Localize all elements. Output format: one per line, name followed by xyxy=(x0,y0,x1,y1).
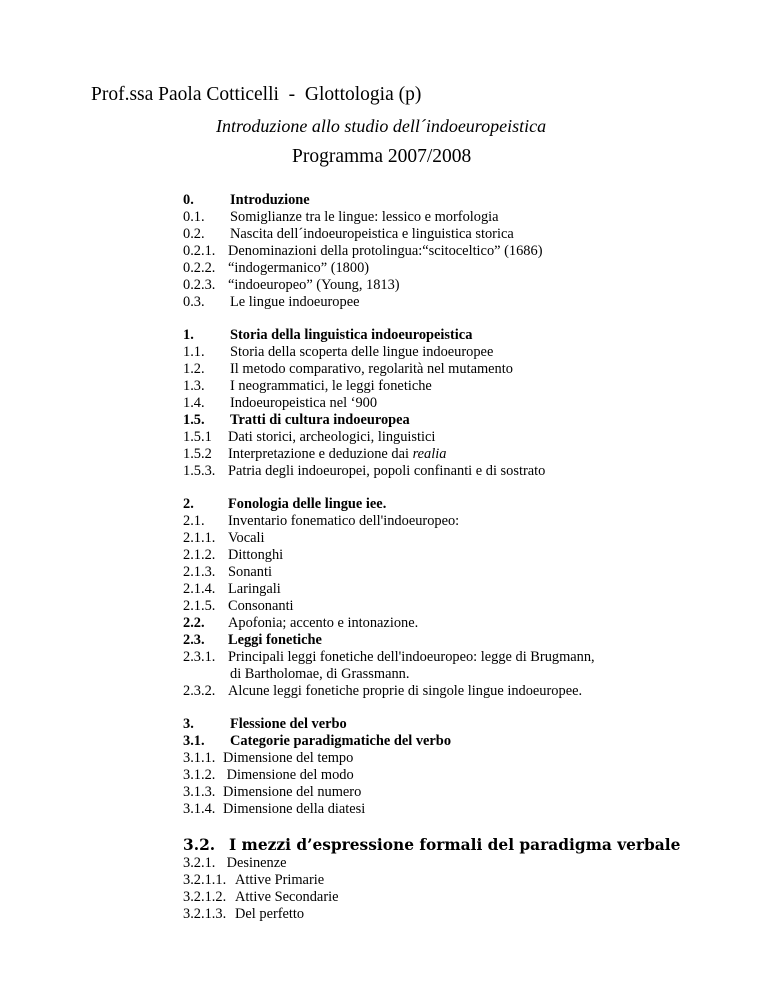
item-text: Denominazioni della protolingua:“scitoceltico” (1686) xyxy=(228,243,543,259)
outline-item xyxy=(183,801,753,818)
section-heading xyxy=(183,836,753,855)
item-number: 1.5.1 xyxy=(183,429,212,445)
author-course-heading: Prof.ssa Paola Cotticelli - Glottologia (p) xyxy=(91,84,422,105)
section-gap xyxy=(183,311,753,327)
item-number: 3.2.1.3. xyxy=(183,906,227,922)
item-number: 3.2.1. xyxy=(183,855,216,871)
item-number: 3.1.4. xyxy=(183,801,216,817)
outline-item xyxy=(183,429,753,446)
item-number: 2.3.2. xyxy=(183,683,216,699)
item-text: Dimensione del tempo xyxy=(223,750,354,766)
item-number: 0.2.2. xyxy=(183,260,216,276)
section-gap xyxy=(183,818,753,836)
outline-item xyxy=(183,446,753,463)
item-text: Tratti di cultura indoeuropea xyxy=(230,412,410,428)
section-heading xyxy=(183,632,753,649)
section-gap xyxy=(183,480,753,496)
item-number: 3.1.1. xyxy=(183,750,216,766)
item-number: 3.2.1.1. xyxy=(183,872,227,888)
item-number: 2.1.4. xyxy=(183,581,216,597)
item-text: Dittonghi xyxy=(228,547,284,563)
item-text: Introduzione xyxy=(230,192,310,208)
item-text: Storia della linguistica indoeuropeistica xyxy=(230,327,473,343)
item-text: Dati storici, archeologici, linguistici xyxy=(228,429,436,445)
item-number: 1.5.2 xyxy=(183,446,212,462)
section-heading xyxy=(183,192,753,209)
section-heading xyxy=(183,412,753,429)
outline-item xyxy=(183,872,753,889)
section-heading xyxy=(183,496,753,513)
item-number: 1.5. xyxy=(183,412,205,428)
item-text: Dimensione del modo xyxy=(223,767,354,783)
outline-item xyxy=(183,889,753,906)
outline-item xyxy=(183,463,753,480)
item-text: Flessione del verbo xyxy=(230,716,347,732)
outline-item xyxy=(183,784,753,801)
item-text: Categorie paradigmatiche del verbo xyxy=(230,733,452,749)
outline-item xyxy=(183,530,753,547)
item-text: Patria degli indoeuropei, popoli confinanti e di sostrato xyxy=(228,463,546,479)
outline-item xyxy=(183,906,753,923)
outline-item xyxy=(183,615,753,632)
item-number: 1.2. xyxy=(183,361,205,377)
item-number: 2.1.1. xyxy=(183,530,216,546)
item-number: 2.1.3. xyxy=(183,564,216,580)
outline-item xyxy=(183,581,753,598)
outline-item xyxy=(183,361,753,378)
outline-item xyxy=(183,513,753,530)
item-text: “indoeuropeo” (Young, 1813) xyxy=(228,277,400,293)
item-text: Indoeuropeistica nel ‘900 xyxy=(230,395,378,411)
item-number: 1.1. xyxy=(183,344,205,360)
item-text: Leggi fonetiche xyxy=(228,632,322,648)
item-text: I neogrammatici, le leggi fonetiche xyxy=(230,378,432,394)
item-text: Alcune leggi fonetiche proprie di singole lingue indoeuropee. xyxy=(228,683,583,699)
item-number: 0.2.1. xyxy=(183,243,216,259)
section-heading xyxy=(183,733,753,750)
outline-item xyxy=(183,767,753,784)
outline-item xyxy=(183,344,753,361)
item-text: Principali leggi fonetiche dell'indoeuropeo: legge di Brugmann, xyxy=(228,649,595,665)
item-text: I mezzi d’espressione formali del paradigma verbale xyxy=(229,836,681,854)
item-number: 0. xyxy=(183,192,194,208)
item-text: Il metodo comparativo, regolarità nel mutamento xyxy=(230,361,513,377)
item-number: 3.2.1.2. xyxy=(183,889,227,905)
item-text: Consonanti xyxy=(228,598,294,614)
item-emphasis: realia xyxy=(412,446,447,462)
outline-item xyxy=(183,649,753,666)
item-text: Dimensione del numero xyxy=(223,784,362,800)
document-subtitle: Introduzione allo studio dell´indoeuropeistica xyxy=(216,116,547,136)
outline-item xyxy=(183,243,753,260)
syllabus-outline xyxy=(183,192,753,923)
item-number: 3.1.3. xyxy=(183,784,216,800)
item-number: 3. xyxy=(183,716,194,732)
item-number: 1.5.3. xyxy=(183,463,216,479)
item-text: Sonanti xyxy=(228,564,272,580)
item-text: Desinenze xyxy=(223,855,287,871)
item-number: 2.1.5. xyxy=(183,598,216,614)
item-number: 2. xyxy=(183,496,194,512)
outline-item xyxy=(183,855,753,872)
item-number: 1.3. xyxy=(183,378,205,394)
item-text: Del perfetto xyxy=(235,906,305,922)
item-text: Vocali xyxy=(228,530,265,546)
section-heading xyxy=(183,327,753,344)
outline-item xyxy=(183,260,753,277)
item-number: 0.2. xyxy=(183,226,205,242)
item-number: 2.3. xyxy=(183,632,205,648)
item-number: 2.2. xyxy=(183,615,205,631)
item-text: Laringali xyxy=(228,581,281,597)
item-text: Inventario fonematico dell'indoeuropeo: xyxy=(228,513,460,529)
item-number: 0.1. xyxy=(183,209,205,225)
item-number: 2.3.1. xyxy=(183,649,216,665)
item-number: 0.2.3. xyxy=(183,277,216,293)
item-number: 2.1.2. xyxy=(183,547,216,563)
item-text: Storia della scoperta delle lingue indoeuropee xyxy=(230,344,494,360)
item-number: 0.3. xyxy=(183,294,205,310)
outline-item xyxy=(183,598,753,615)
outline-item xyxy=(183,564,753,581)
item-text: “indogermanico” (1800) xyxy=(228,260,370,276)
item-text: Somiglianze tra le lingue: lessico e morfologia xyxy=(230,209,499,225)
outline-item xyxy=(183,750,753,767)
outline-item xyxy=(183,547,753,564)
item-number: 2.1. xyxy=(183,513,205,529)
section-gap xyxy=(183,700,753,716)
outline-item xyxy=(183,378,753,395)
item-text: Fonologia delle lingue iee. xyxy=(228,496,387,512)
outline-item xyxy=(183,226,753,243)
item-text: Nascita dell´indoeuropeistica e linguistica storica xyxy=(230,226,514,242)
item-text: Attive Primarie xyxy=(235,872,325,888)
outline-item xyxy=(183,294,753,311)
item-text: Interpretazione e deduzione dai xyxy=(228,446,413,462)
outline-item xyxy=(183,277,753,294)
item-text: Dimensione della diatesi xyxy=(223,801,366,817)
outline-item xyxy=(183,209,753,226)
item-number: 3.2. xyxy=(183,836,216,854)
item-number: 3.1.2. xyxy=(183,767,216,783)
item-number: 1.4. xyxy=(183,395,205,411)
item-text: Apofonia; accento e intonazione. xyxy=(228,615,419,631)
programme-title: Programma 2007/2008 xyxy=(292,146,472,167)
item-number: 1. xyxy=(183,327,194,343)
item-text: di Bartholomae, di Grassmann. xyxy=(230,666,410,682)
item-number: 3.1. xyxy=(183,733,205,749)
outline-item xyxy=(183,395,753,412)
outline-item xyxy=(183,666,753,683)
item-text: Le lingue indoeuropee xyxy=(230,294,360,310)
item-text: Attive Secondarie xyxy=(235,889,339,905)
outline-item xyxy=(183,683,753,700)
section-heading xyxy=(183,716,753,733)
